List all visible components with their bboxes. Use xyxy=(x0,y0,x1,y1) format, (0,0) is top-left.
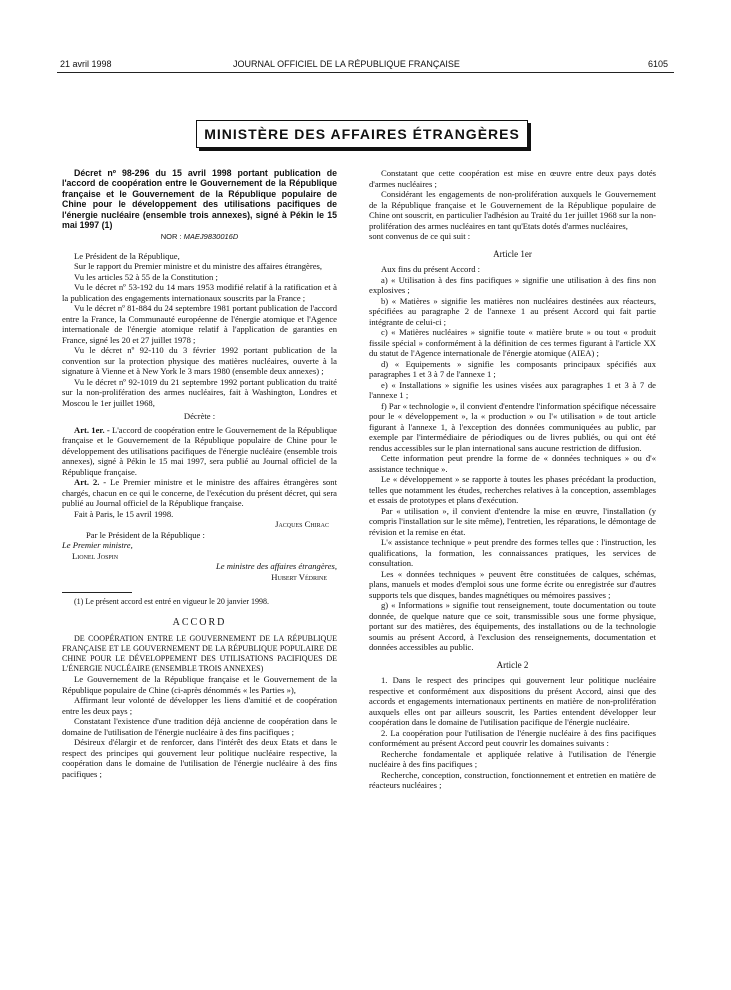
preamble-paragraph: Considérant les engagements de non-prolifération auxquels le Gouvernement de la République française et le Gouvernement de la République populaire de Chine ont souscrit, en particulier l'adhésion au Traité du 1er juillet 1968 sur la non-prolifération des armes nucléaires en tant qu'Etats dotés d'armes nucléaires, xyxy=(369,189,656,231)
accord-subtitle: DE COOPÉRATION ENTRE LE GOUVERNEMENT DE LA RÉPUBLIQUE FRANÇAISE ET LE GOUVERNEMENT DE LA RÉPUBLIQUE POPULAIRE DE CHINE POUR LE DÉVELOPPEMENT DES UTILISATIONS PACIFIQUES DE L'ÉNERGIE NUCLÉAIRE (ENSEMBLE TROIS ANNEXES) xyxy=(62,634,337,674)
article-2-heading: Article 2 xyxy=(496,659,529,670)
pm-name: Lionel Jospin xyxy=(72,550,119,561)
preamble-paragraph: Le Gouvernement de la République française et le Gouvernement de la République populaire de Chine (ci-après dénommés « les Parties »), xyxy=(62,674,337,695)
left-column xyxy=(62,168,337,779)
decree-title: Décret nº 98-296 du 15 avril 1998 portant publication de l'accord de coopération entre le Gouvernement de la République française et le Gouvernement de la République populaire de Chine pour le développement des utilisations pacifiques de l'énergie nucléaire (ensemble trois annexes), signé à Pékin le 15 mai 1997 (1) xyxy=(62,168,337,231)
article-1-item: e) « Installations » signifie les usines visées aux paragraphes 1 et 3 à 7 de l'annexe 1 ; xyxy=(369,379,656,400)
right-column xyxy=(369,168,656,791)
article-1-text: L'accord de coopération entre le Gouvernement de la République française et le Gouvernement de la République populaire de Chine pour le développement des utilisations pacifiques de l'énergie nucléaire (ensemble trois annexes), signé à Pékin le 15 mai 1997, sera publié au Journal officiel de la République française. xyxy=(62,424,337,477)
running-header xyxy=(0,59,731,73)
accord-title: ACCORD xyxy=(172,616,227,628)
article-1-item: Cette information peut prendre la forme de « données techniques » ou d'« assistance technique ». xyxy=(369,453,656,474)
article-1-item: Le « développement » se rapporte à toutes les phases précédant la production, telles que notamment les études, recherches relatives à la conception, assemblages et essais de prototypes et plans d'exécution. xyxy=(369,474,656,505)
article-2-text: Le Premier ministre et le ministre des affaires étrangères sont chargés, chacun en ce qui le concerne, de l'exécution du présent décret, qui sera publié au Journal officiel de la République française. xyxy=(62,477,337,509)
decrete-label: Décrète : xyxy=(183,411,216,422)
article-2-item: 2. La coopération pour l'utilisation de l'énergie nucléaire à des fins pacifiques conformément au présent Accord peut couvrir les domaines suivants : xyxy=(369,727,656,748)
ministry-heading: MINISTÈRE DES AFFAIRES ÉTRANGÈRES xyxy=(196,120,528,148)
article-1-item: c) « Matières nucléaires » signifie toute « matière brute » ou tout « produit fissile spécial » conformément à la définition de ces termes figurant à l'article XX du statut de l'Agence internationale de l'énergie atomique (AIEA) ; xyxy=(369,327,656,358)
article-1-item: Par « utilisation », il convient d'entendre la mise en œuvre, l'installation (y compris l'installation sur le site même), l'entretien, les réparations, le démontage de révision et la remise en état. xyxy=(369,505,656,537)
decree-paragraph: Le Président de la République, xyxy=(74,250,180,261)
preamble-paragraph: Désireux d'élargir et de renforcer, dans l'intérêt des deux Etats et dans le respect des principes qui gouvernent leur politique nucléaire respective, la coopération dans le domaine de l'utilisation de l'énergie nucléaire à des fins pacifiques ; xyxy=(62,737,337,779)
article-2-item: 1. Dans le respect des principes qui gouvernent leur politique nucléaire respective et conformément aux dispositions du présent Accord, ainsi que des accords et engagements internationaux pertinents en matière de non-prolifération auxquels elles ont par ailleurs souscrit, les Parties entendent développer leur coopération dans le domaine de l'utilisation pacifique de l'énergie nucléaire. xyxy=(369,675,656,727)
footnote: (1) Le présent accord est entré en vigueur le 20 janvier 1998. xyxy=(74,597,270,607)
article-2-item: Recherche fondamentale et appliquée relative à l'utilisation de l'énergie nucléaire à des fins pacifiques ; xyxy=(369,748,656,769)
preamble-paragraph: sont convenus de ce qui suit : xyxy=(369,231,471,241)
preamble-paragraph: Constatant que cette coopération est mise en œuvre entre deux pays dotés d'armes nucléaires ; xyxy=(369,168,656,189)
footnote-rule xyxy=(62,592,132,593)
nor-label: NOR : xyxy=(160,232,182,242)
signature-president: Jacques Chirac xyxy=(275,519,329,530)
done-at: Fait à Paris, le 15 avril 1998. xyxy=(74,508,174,519)
article-1-intro: Aux fins du présent Accord : xyxy=(381,264,481,274)
article-1-item: L'« assistance technique » peut prendre des formes telles que : l'instruction, les qualifications, la formation, les connaissances pratiques, les services de consultation. xyxy=(369,537,656,568)
article-1-item: g) « Informations » signifie tout renseignement, toute documentation ou toute donnée, de quelque nature que ce soit, transmissible sous une forme physique, portant sur des matières, des équipements, des installations ou de la technologie soumis au présent Accord, à l'exclusion des renseignements, documentation et données accessibles au public. xyxy=(369,600,656,652)
header-journal-title: JOURNAL OFFICIEL DE LA RÉPUBLIQUE FRANÇAISE xyxy=(233,59,460,69)
preamble-paragraph: Affirmant leur volonté de développer les liens d'amitié et de coopération entre les deux pays ; xyxy=(62,695,337,716)
mae-name: Hubert Védrine xyxy=(271,571,327,582)
article-2-item: Recherche, conception, construction, fonctionnement et entretien en matière de réacteurs nucléaires ; xyxy=(369,769,656,790)
preamble-paragraph: Constatant l'existence d'une tradition déjà ancienne de coopération dans le domaine de l'utilisation de l'énergie nucléaire à des fins pacifiques ; xyxy=(62,716,337,737)
article-1-item: d) « Equipements » signifie les composants principaux spécifiés aux paragraphes 1 et 3 à 7 de l'annexe 1 ; xyxy=(369,358,656,379)
article-1-label: Art. 1er. - xyxy=(74,424,110,435)
decree-paragraph: Vu le décret nº 92-1019 du 21 septembre 1992 portant publication du traité sur la non-prolifération des armes nucléaires, fait à Washington, Londres et Moscou le 1er juillet 1968, xyxy=(62,376,337,408)
header-rule xyxy=(57,72,674,73)
article-1-item: b) « Matières » signifie les matières non nucléaires destinées aux réacteurs, spécifiées au paragraphe 2 de l'annexe 1 au présent Accord qui fait partie intégrante de celui-ci ; xyxy=(369,295,656,327)
article-2-label: Art. 2. - xyxy=(74,477,107,488)
pm-title: Le Premier ministre, xyxy=(62,540,133,551)
nor-code: MAEJ9830016D xyxy=(183,232,239,242)
decree-paragraph: Vu le décret nº 92-110 du 3 février 1992 portant publication de la convention sur la protection physique des matières nucléaires, ouverte à la signature à Vienne et à New York le 3 mars 1980 (ensemble deux annexes) ; xyxy=(62,345,337,377)
article-1-item: Les « données techniques » peuvent être constituées de calques, schémas, plans, manuels et modes d'emploi sous une forme écrite ou enregistrée sur d'autres supports tels que disques, bandes magnétiques ou mémoires passives ; xyxy=(369,568,656,600)
decree-paragraph: Vu le décret nº 81-884 du 24 septembre 1981 portant publication de l'accord entre la France, la Communauté européenne de l'énergie atomique et l'Agence internationale de l'énergie atomique relatif à l'application de garanties en France, signé les 20 et 27 juillet 1978 ; xyxy=(62,303,337,345)
article-1-heading: Article 1er xyxy=(493,248,532,259)
decree-paragraph: Vu les articles 52 à 55 de la Constitution ; xyxy=(74,271,218,282)
article-1 xyxy=(62,425,337,478)
article-1-item: a) « Utilisation à des fins pacifiques » signifie une utilisation à des fins non explosives ; xyxy=(369,274,656,295)
decree-paragraph: Sur le rapport du Premier ministre et du ministre des affaires étrangères, xyxy=(74,261,323,272)
mae-title: Le ministre des affaires étrangères, xyxy=(215,561,337,572)
header-page-number: 6105 xyxy=(648,59,669,69)
decree-paragraph: Vu le décret nº 53-192 du 14 mars 1953 modifié relatif à la ratification et à la publication des engagements internationaux souscrits par la France ; xyxy=(62,282,337,303)
header-date: 21 avril 1998 xyxy=(60,59,112,69)
nor-reference xyxy=(62,232,337,243)
article-2 xyxy=(62,477,337,509)
by-president: Par le Président de la République : xyxy=(86,529,205,540)
article-1-item: f) Par « technologie », il convient d'entendre l'information spécifique nécessaire pour le « développement », la « production » ou l'« utilisation » de tout article figurant à l'annexe 1, à l'exception des données communiquées au public, par exemple par l'intermédiaire de périodiques ou de livres publiés, ou qui ont été rendus accessibles sur le plan international sans aucune restriction de diffusion. xyxy=(369,400,656,453)
